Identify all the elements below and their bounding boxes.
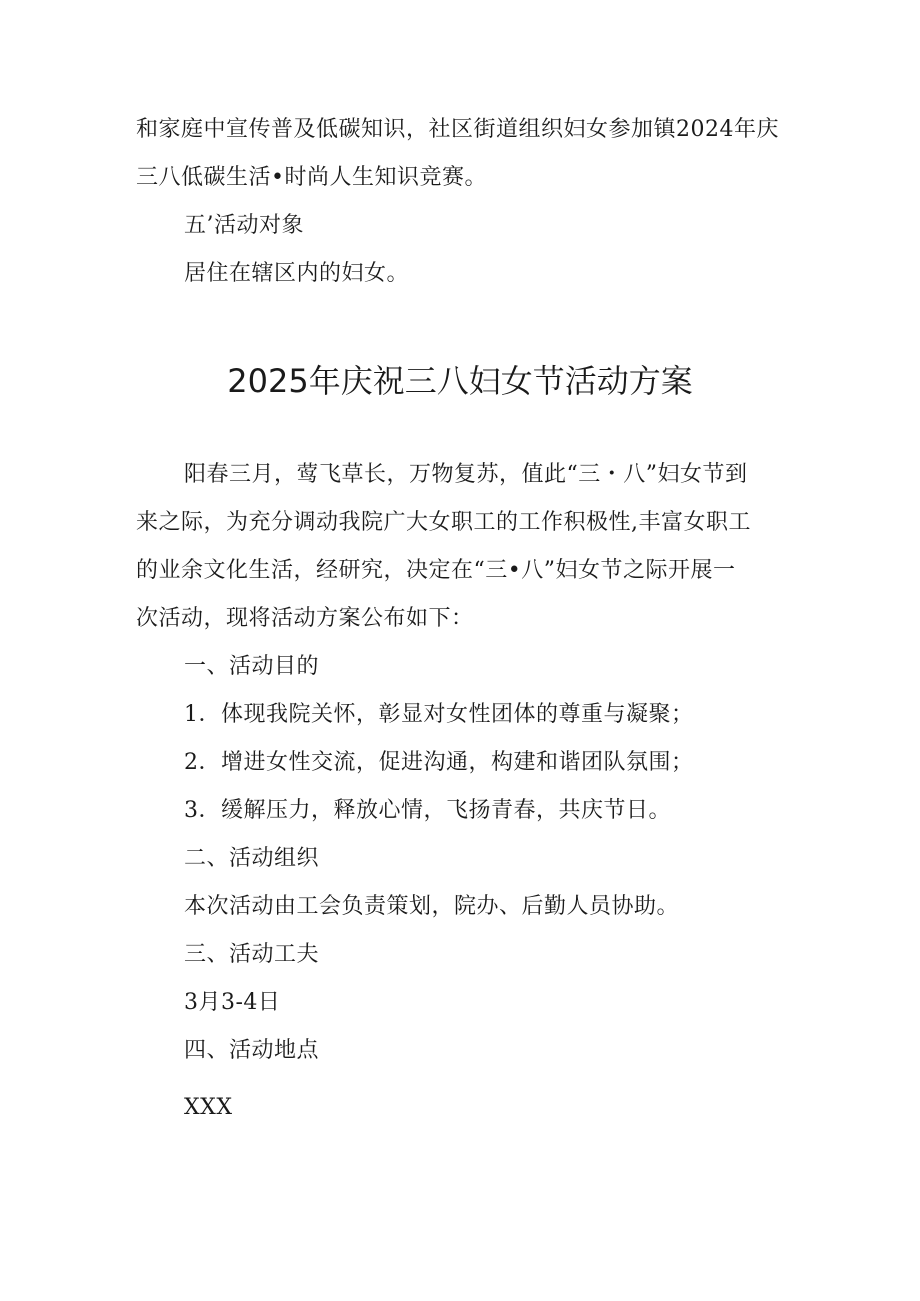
- section-heading: 二、活动组织: [184, 846, 320, 871]
- section-heading: 五’活动对象: [184, 213, 304, 238]
- section-text: XXX: [184, 1095, 233, 1120]
- section-text: 居住在辖区内的妇女。: [184, 261, 410, 286]
- intro-line: 次活动，现将活动方案公布如下：: [136, 606, 474, 631]
- list-item: 3．缓解压力，释放心情，飞扬青春，共庆节日。: [184, 798, 671, 823]
- intro-line: 阳春三月，莺飞草长，万物复苏，值此“三・八”妇女节到: [184, 462, 748, 487]
- section-heading: 四、活动地点: [184, 1038, 320, 1063]
- intro-line: 来之际，为充分调动我院广大女职工的工作积极性,丰富女职工: [136, 510, 751, 535]
- paragraph-line: 三八低碳生活•时尚人生知识竞赛。: [136, 165, 487, 190]
- section-heading: 一、活动目的: [184, 654, 320, 679]
- document-title: 2025年庆祝三八妇女节活动方案: [227, 362, 693, 400]
- intro-line: 的业余文化生活，经研究，决定在“三•八”妇女节之际开展一: [136, 558, 736, 583]
- paragraph-line: 和家庭中宣传普及低碳知识，社区街道组织妇女参加镇2024年庆: [136, 117, 779, 142]
- section-text: 本次活动由工会负责策划，院办、后勤人员协助。: [184, 894, 680, 919]
- section-text: 3月3-4日: [184, 990, 281, 1015]
- section-heading: 三、活动工夫: [184, 942, 320, 967]
- list-item: 2．增进女性交流，促进沟通，构建和谐团队氛围；: [184, 750, 694, 775]
- list-item: 1．体现我院关怀，彰显对女性团体的尊重与凝聚；: [184, 702, 694, 727]
